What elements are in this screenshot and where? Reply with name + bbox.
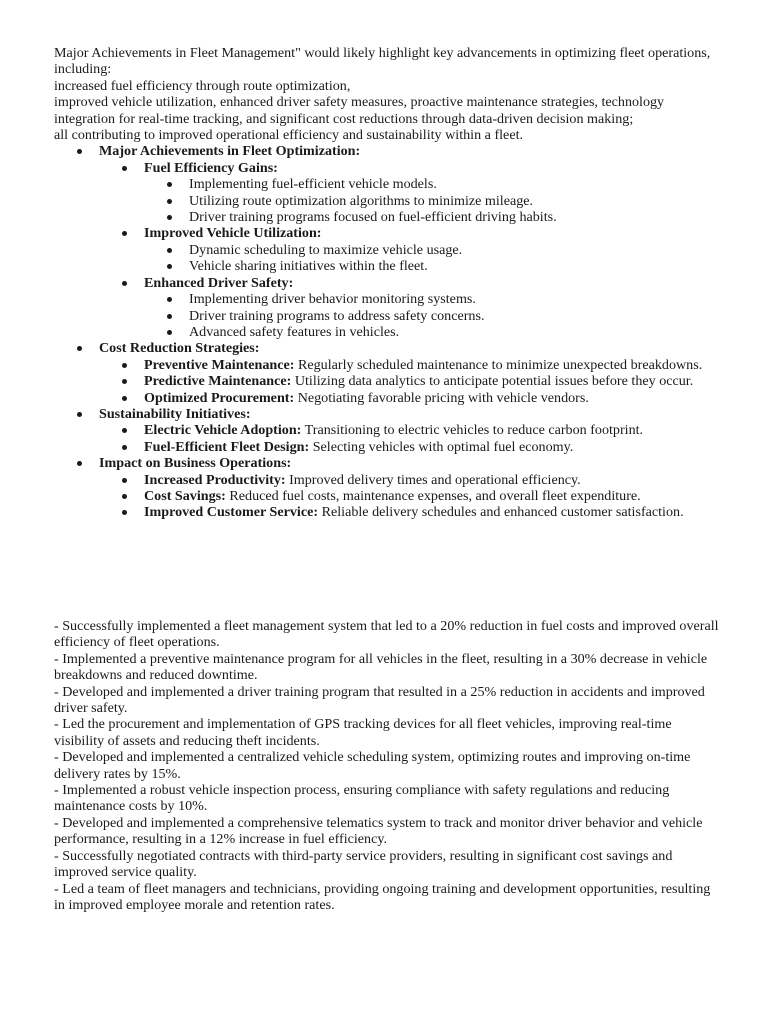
achievement-line: - Developed and implemented a driver training program that resulted in a 25% reduction in accidents and improved driver safety.: [54, 683, 705, 717]
list-item: [144, 209, 722, 225]
bullet-icon: [122, 428, 127, 433]
bullet-icon: [167, 182, 172, 187]
intro-line: improved vehicle utilization, enhanced driver safety measures, proactive maintenance strategies, technology integration for real-time tracking, and significant cost reductions through data-driven decision making;: [54, 94, 665, 127]
intro-paragraph: [54, 45, 722, 143]
list-item-text: Utilizing route optimization algorithms to minimize mileage.: [189, 192, 534, 209]
bullet-icon: [77, 461, 82, 466]
section-business-impact: [54, 455, 722, 521]
bullet-icon: [167, 215, 172, 220]
list-item: [144, 258, 722, 274]
list-item-text: Implementing driver behavior monitoring systems.: [189, 291, 476, 308]
subsection-title: Enhanced Driver Safety:: [144, 274, 294, 291]
entry-list: [99, 472, 722, 521]
bullet-icon: [167, 314, 172, 319]
bullet-icon: [122, 363, 127, 368]
section-sustainability: [54, 406, 722, 455]
achievements-list: [54, 618, 722, 913]
intro-line: increased fuel efficiency through route optimization,: [54, 77, 351, 94]
achievement-line: - Developed and implemented a centralized vehicle scheduling system, optimizing routes and improving on-time delivery rates by 15%.: [54, 749, 691, 782]
bullet-icon: [122, 166, 127, 171]
section-title: Major Achievements in Fleet Optimization:: [99, 143, 361, 160]
list-item: [144, 176, 722, 192]
bullet-icon: [122, 231, 127, 236]
bullet-icon: [167, 264, 172, 269]
list-item-text: Driver training programs to address safety concerns.: [189, 307, 485, 324]
list-item-text: Implementing fuel-efficient vehicle models.: [189, 176, 437, 193]
list-item: [99, 504, 722, 520]
list-item: [99, 439, 722, 455]
entry-term: Cost Savings:: [144, 487, 226, 504]
list-item: [99, 357, 722, 373]
list-item-text: Dynamic scheduling to maximize vehicle usage.: [189, 241, 463, 258]
list-item-text: Advanced safety features in vehicles.: [189, 323, 400, 340]
bullet-icon: [77, 346, 82, 351]
intro-line: all contributing to improved operational efficiency and sustainability within a fleet.: [54, 127, 524, 144]
outline-list: [54, 143, 722, 520]
item-list: [144, 242, 722, 275]
entry-term: Increased Productivity:: [144, 471, 286, 488]
item-list: [144, 176, 722, 225]
document-body: [54, 45, 722, 521]
bullet-icon: [167, 199, 172, 204]
entry-text: Negotiating favorable pricing with vehicle vendors.: [297, 389, 589, 406]
achievement-line: - Successfully negotiated contracts with third-party service providers, resulting in significant cost savings and improved service quality.: [54, 847, 673, 881]
achievement-line: - Led the procurement and implementation of GPS tracking devices for all fleet vehicles, improving real-time visibility of assets and reducing theft incidents.: [54, 716, 672, 749]
section-title: Sustainability Initiatives:: [99, 405, 251, 422]
bullet-icon: [77, 412, 82, 417]
achievement-line: - Developed and implemented a comprehensive telematics system to track and monitor driver behavior and vehicle performance, resulting in a 12% increase in fuel efficiency.: [54, 814, 703, 848]
entry-text: Selecting vehicles with optimal fuel economy.: [312, 438, 574, 455]
entry-text: Transitioning to electric vehicles to reduce carbon footprint.: [304, 422, 644, 439]
list-item: [144, 324, 722, 340]
subsection-list: [99, 160, 722, 340]
entry-term: Electric Vehicle Adoption:: [144, 422, 302, 439]
entry-term: Optimized Procurement:: [144, 389, 295, 406]
list-item: [144, 242, 722, 258]
achievement-line: - Led a team of fleet managers and technicians, providing ongoing training and development opportunities, resulting in improved employee morale and retention rates.: [54, 880, 711, 913]
section-title: Cost Reduction Strategies:: [99, 340, 260, 357]
entry-list: [99, 357, 722, 406]
bullet-icon: [122, 396, 127, 401]
list-item: [99, 472, 722, 488]
entry-text: Regularly scheduled maintenance to minimize unexpected breakdowns.: [297, 356, 703, 373]
subsection-title: Improved Vehicle Utilization:: [144, 225, 322, 242]
entry-term: Preventive Maintenance:: [144, 356, 295, 373]
subsection-title: Fuel Efficiency Gains:: [144, 159, 278, 176]
achievement-line: - Implemented a robust vehicle inspection process, ensuring compliance with safety regulations and reducing maintenance costs by 10%.: [54, 782, 670, 815]
subsection-driver-safety: [99, 275, 722, 341]
bullet-icon: [122, 445, 127, 450]
entry-term: Predictive Maintenance:: [144, 373, 292, 390]
intro-line: Major Achievements in Fleet Management" would likely highlight key advancements in optimizing fleet operations, including:: [54, 45, 711, 78]
bullet-icon: [122, 494, 127, 499]
section-fleet-optimization: [54, 143, 722, 340]
bullet-icon: [167, 297, 172, 302]
achievement-line: - Successfully implemented a fleet management system that led to a 20% reduction in fuel costs and improved overall efficiency of fleet operations.: [54, 618, 719, 651]
list-item: [99, 373, 722, 389]
entry-text: Reduced fuel costs, maintenance expenses, and overall fleet expenditure.: [229, 487, 641, 504]
list-item: [144, 193, 722, 209]
entry-text: Reliable delivery schedules and enhanced customer satisfaction.: [321, 504, 684, 521]
subsection-vehicle-utilization: [99, 225, 722, 274]
list-item-text: Vehicle sharing initiatives within the fleet.: [189, 258, 428, 275]
entry-text: Improved delivery times and operational efficiency.: [289, 471, 581, 488]
section-cost-reduction: [54, 340, 722, 406]
bullet-icon: [77, 149, 82, 154]
bullet-icon: [122, 478, 127, 483]
entry-term: Fuel-Efficient Fleet Design:: [144, 438, 310, 455]
achievement-line: - Implemented a preventive maintenance program for all vehicles in the fleet, resulting in a 30% decrease in vehicle breakdowns and reduced downtime.: [54, 650, 708, 684]
bullet-icon: [122, 510, 127, 515]
list-item: [99, 390, 722, 406]
bullet-icon: [122, 379, 127, 384]
subsection-fuel-efficiency: [99, 160, 722, 226]
section-title: Impact on Business Operations:: [99, 455, 292, 472]
item-list: [144, 291, 722, 340]
list-item: [99, 422, 722, 438]
bullet-icon: [122, 281, 127, 286]
bullet-icon: [167, 330, 172, 335]
list-item: [99, 488, 722, 504]
entry-term: Improved Customer Service:: [144, 504, 319, 521]
entry-text: Utilizing data analytics to anticipate potential issues before they occur.: [294, 373, 694, 390]
entry-list: [99, 422, 722, 455]
list-item: [144, 291, 722, 307]
bullet-icon: [167, 248, 172, 253]
list-item-text: Driver training programs focused on fuel-efficient driving habits.: [189, 209, 557, 226]
list-item: [144, 308, 722, 324]
